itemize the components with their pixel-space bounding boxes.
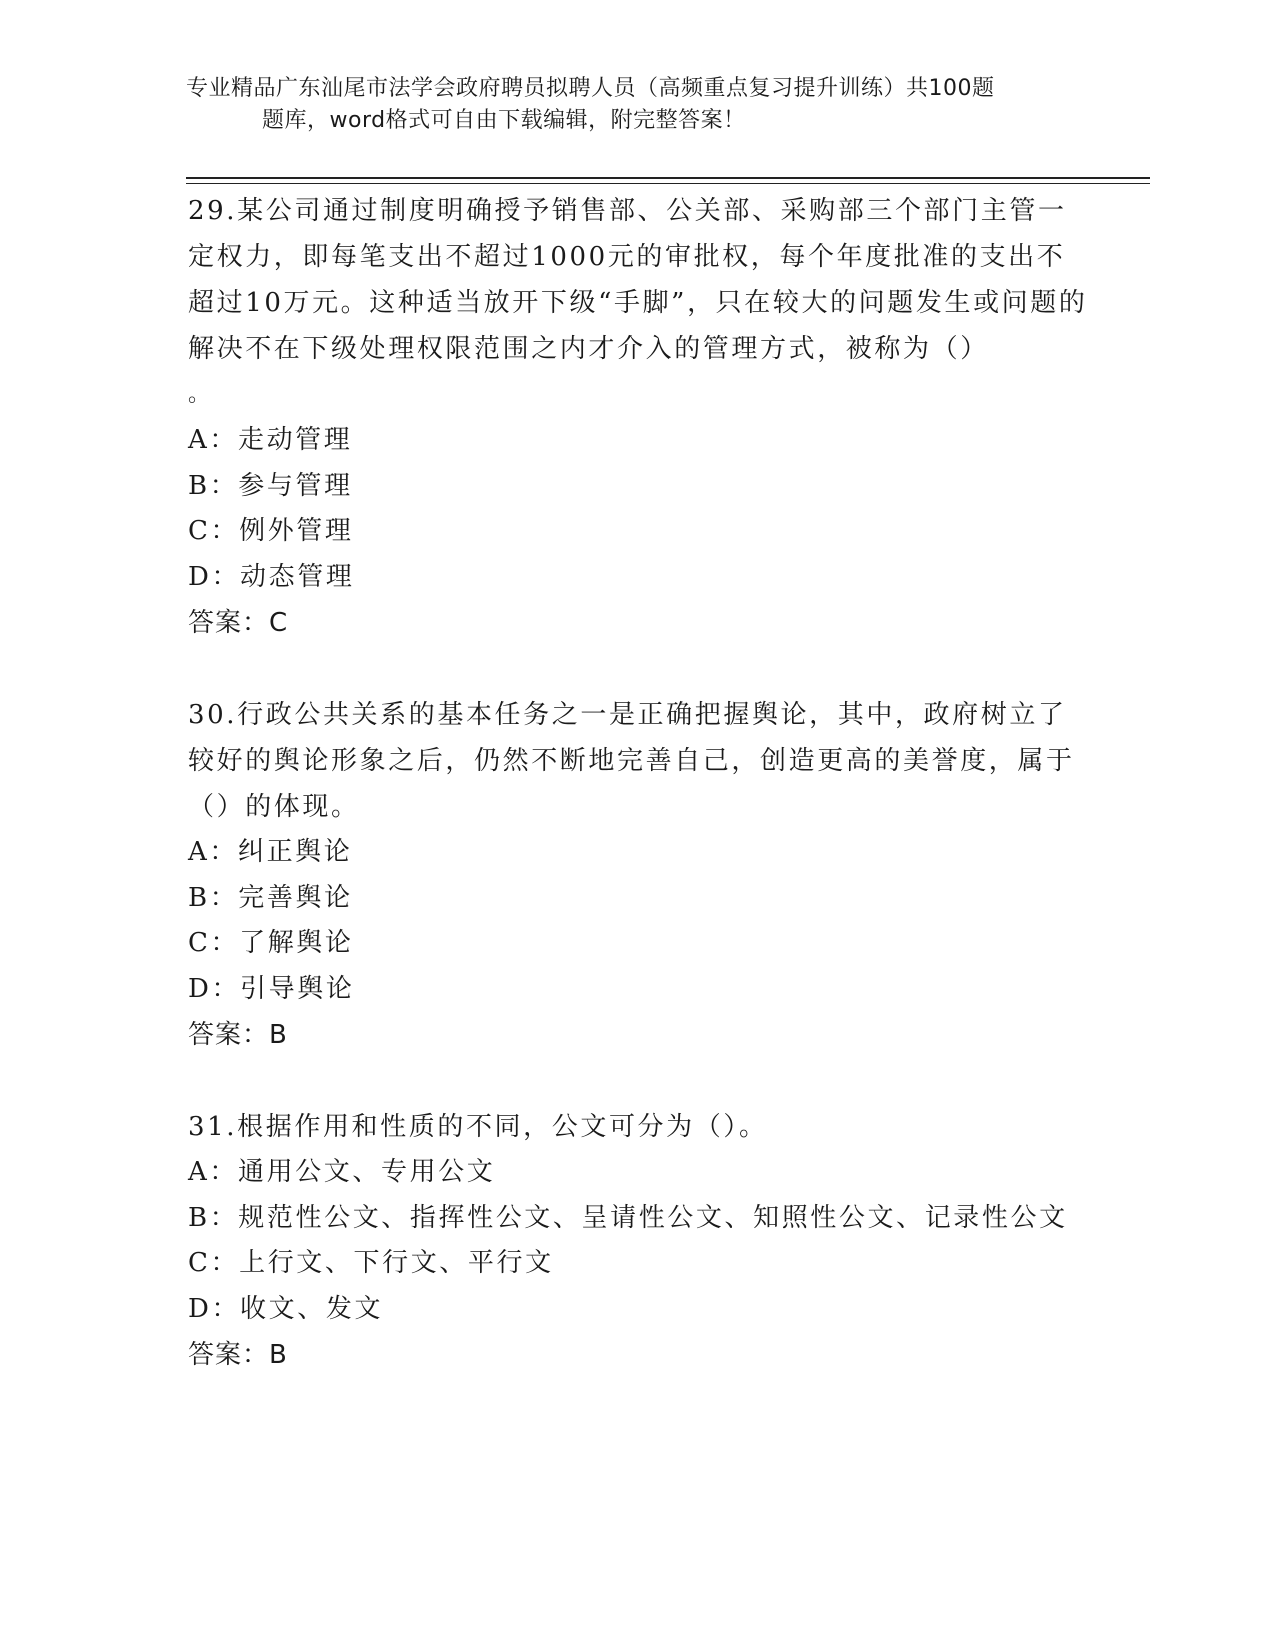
question-stem-text: 31.根据作用和性质的不同，公文可分为（）。 <box>188 1112 768 1142</box>
question-31 <box>188 1104 1088 1378</box>
header-title-line-2: 题库，word格式可自由下载编辑，附完整答案！ <box>262 108 746 133</box>
option-c: C：上行文、下行文、平行文 <box>188 1248 554 1278</box>
option-a: A：通用公文、专用公文 <box>188 1157 496 1187</box>
header-divider-thick <box>186 177 1150 179</box>
question-stem-text: 30.行政公共关系的基本任务之一是正确把握舆论，其中，政府树立了较好的舆论形象之后，仍然不断地完善自己，创造更高的美誉度，属于（）的体现。 <box>188 700 1075 822</box>
option-b: B：完善舆论 <box>188 882 353 913</box>
option-c: C：了解舆论 <box>188 928 354 958</box>
option-c: C：例外管理 <box>188 516 354 546</box>
header-divider-thin <box>186 183 1150 184</box>
option-a: A：纠正舆论 <box>188 837 353 867</box>
question-stem <box>188 692 1088 830</box>
question-29 <box>188 188 1088 646</box>
question-stem-text: 29.某公司通过制度明确授予销售部、公关部、采购部三个部门主管一定权力，即每笔支出不超过1000元的审批权，每个年度批准的支出不超过10万元。这种适当放开下级“手脚”，只在较大的问题发生或问题的解决不在下级处理权限范围之内才介入的管理方式，被称为（） <box>188 196 1088 364</box>
question-30 <box>188 692 1088 1058</box>
option-a: A：走动管理 <box>188 425 353 455</box>
question-list <box>188 188 1088 1378</box>
answer-line: 答案：C <box>188 608 289 638</box>
document-header <box>186 73 1086 137</box>
question-stem <box>188 188 1088 418</box>
answer-line: 答案：B <box>188 1020 288 1050</box>
question-stem-tail: 。 <box>188 382 213 407</box>
option-b: B：参与管理 <box>188 470 353 501</box>
header-title-line-1: 专业精品广东汕尾市法学会政府聘员拟聘人员（高频重点复习提升训练）共100题 <box>186 76 995 101</box>
option-d: D：动态管理 <box>188 561 355 592</box>
option-d: D：收文、发文 <box>188 1293 384 1324</box>
option-b: B：规范性公文、指挥性公文、呈请性公文、知照性公文、记录性公文 <box>188 1202 1068 1233</box>
answer-line: 答案：B <box>188 1340 288 1370</box>
option-d: D：引导舆论 <box>188 973 355 1004</box>
question-stem <box>188 1104 1088 1150</box>
